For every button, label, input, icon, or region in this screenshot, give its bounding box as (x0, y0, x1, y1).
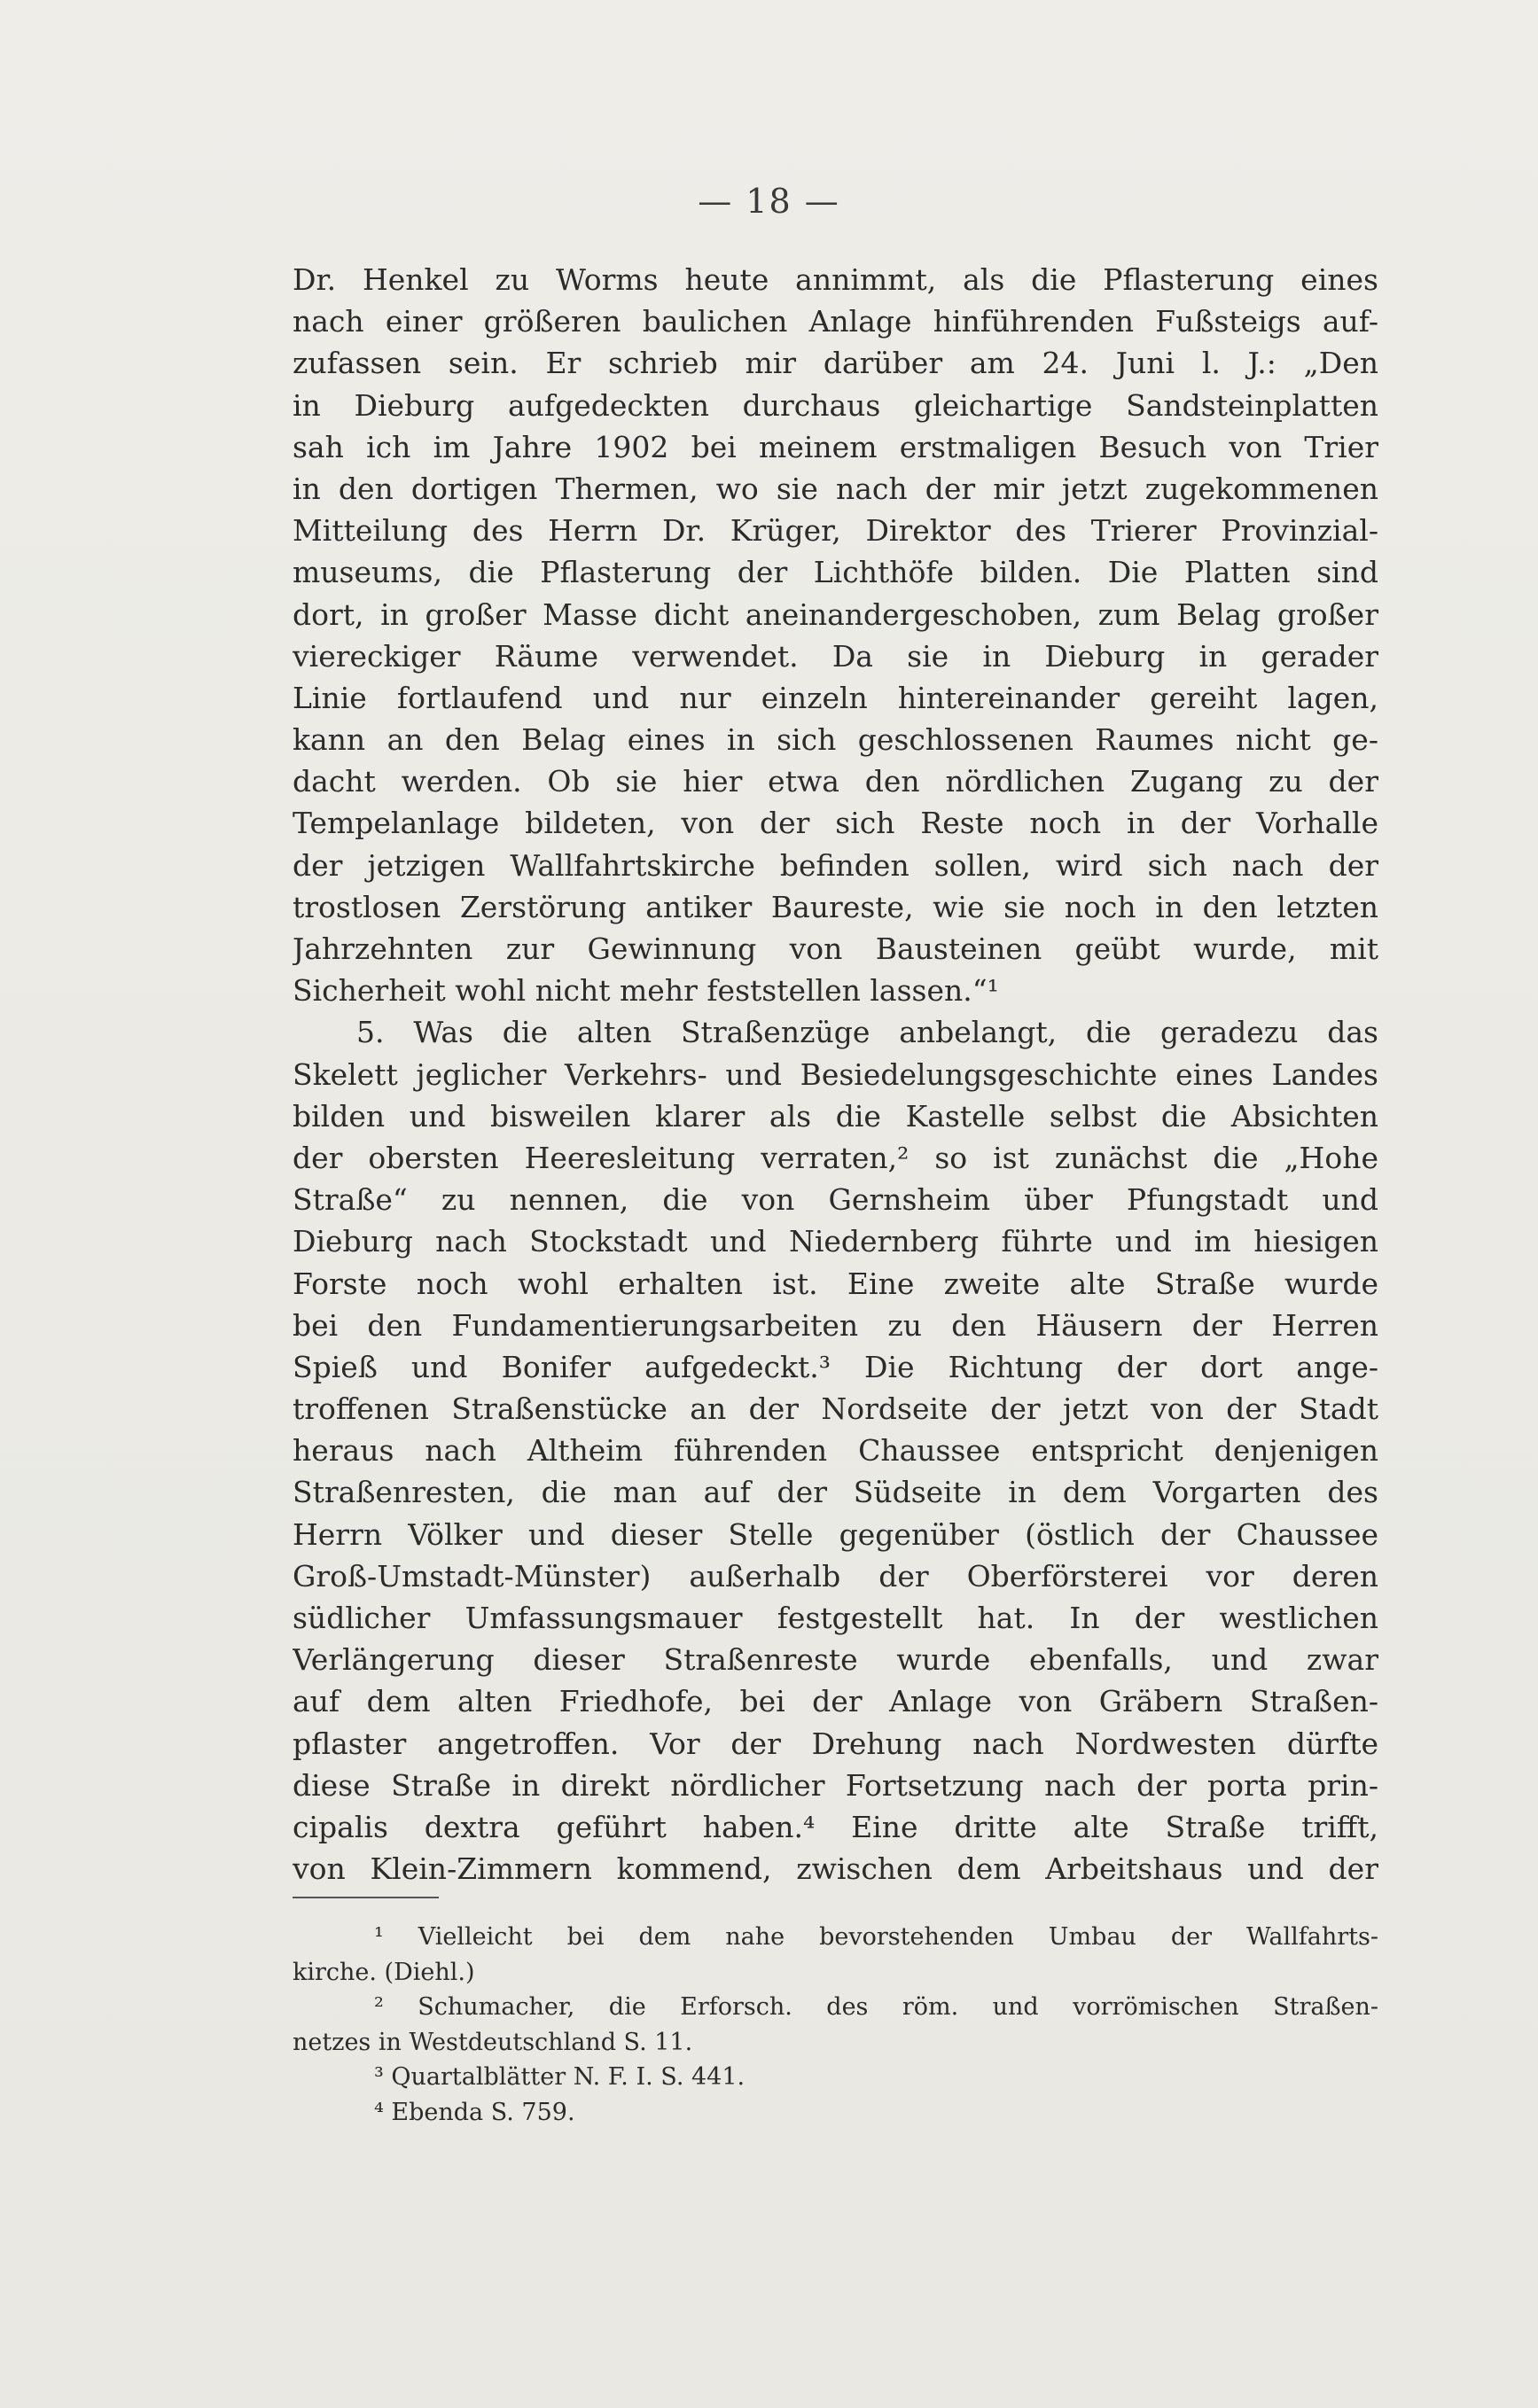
text-line: Skelett jeglicher Verkehrs- und Besiedelungsgeschichte eines Landes (293, 1056, 1378, 1092)
text-line: dacht werden. Ob sie hier etwa den nördlichen Zugang zu der (293, 764, 1378, 799)
footnote-line: netzes in Westdeutschland S. 11. (293, 2028, 693, 2056)
text-line: Dr. Henkel zu Worms heute annimmt, als die Pflasterung eines (293, 262, 1378, 297)
text-line: Groß-Umstadt-Münster) außerhalb der Oberförsterei vor deren (293, 1558, 1378, 1594)
text-line: Herrn Völker und dieser Stelle gegenüber (östlich der Chaussee (293, 1516, 1378, 1552)
footnote-divider (293, 1897, 439, 1898)
text-line: Tempelanlage bildeten, von der sich Reste noch in der Vorhalle (293, 806, 1378, 841)
text-line: dort, in großer Masse dicht aneinandergeschoben, zum Belag großer (293, 596, 1378, 632)
text-line: cipalis dextra geführt haben.⁴ Eine dritte alte Straße trifft, (293, 1809, 1378, 1844)
footnote-line: kirche. (Diehl.) (293, 1958, 475, 1986)
text-line: museums, die Pflasterung der Lichthöfe bilden. Die Platten sind (293, 555, 1378, 590)
paragraph-start-line: 5. Was die alten Straßenzüge anbelangt, die geradezu das (356, 1015, 1378, 1050)
main-text (293, 259, 1378, 1890)
text-line: in den dortigen Thermen, wo sie nach der mir jetzt zugekommenen (293, 471, 1378, 506)
text-line: Straße“ zu nennen, die von Gernsheim über Pfungstadt und (293, 1182, 1378, 1218)
text-line: Dieburg nach Stockstadt und Niedernberg führte und im hiesigen (293, 1224, 1378, 1259)
page-number: — 18 — (698, 182, 840, 221)
text-line: der obersten Heeresleitung verraten,² so ist zunächst die „Hohe (293, 1140, 1378, 1175)
footnote-line: ² Schumacher, die Erforsch. des röm. und vorrömischen Straßen- (374, 1993, 1378, 2021)
text-line: Forste noch wohl erhalten ist. Eine zweite alte Straße wurde (293, 1266, 1378, 1301)
text-line: heraus nach Altheim führenden Chaussee entspricht denjenigen (293, 1433, 1378, 1469)
text-line: Verlängerung dieser Straßenreste wurde ebenfalls, und zwar (293, 1642, 1378, 1678)
text-line: troffenen Straßenstücke an der Nordseite der jetzt von der Stadt (293, 1391, 1378, 1427)
footnote-line: ⁴ Ebenda S. 759. (374, 2098, 575, 2126)
text-line: auf dem alten Friedhofe, bei der Anlage von Gräbern Straßen- (293, 1684, 1378, 1719)
text-line: Mitteilung des Herrn Dr. Krüger, Direktor des Trierer Provinzial- (293, 513, 1378, 549)
text-line: viereckiger Räume verwendet. Da sie in Dieburg in gerader (293, 638, 1378, 674)
text-line: Jahrzehnten zur Gewinnung von Bausteinen geübt wurde, mit (293, 931, 1378, 966)
text-line: Sicherheit wohl nicht mehr feststellen lassen.“¹ (293, 973, 999, 1009)
text-line: sah ich im Jahre 1902 bei meinem erstmaligen Besuch von Trier (293, 429, 1378, 464)
text-line: der jetzigen Wallfahrtskirche befinden sollen, wird sich nach der (293, 847, 1378, 883)
text-line: kann an den Belag eines in sich geschlossenen Raumes nicht ge- (293, 722, 1378, 758)
text-line: pflaster angetroffen. Vor der Drehung nach Nordwesten dürfte (293, 1726, 1378, 1761)
text-line: von Klein-Zimmern kommend, zwischen dem Arbeitshaus und der (293, 1851, 1378, 1887)
text-line: bei den Fundamentierungsarbeiten zu den Häusern der Herren (293, 1307, 1378, 1343)
text-line: bilden und bisweilen klarer als die Kastelle selbst die Absichten (293, 1098, 1378, 1134)
text-line: nach einer größeren baulichen Anlage hinführenden Fußsteigs auf- (293, 304, 1378, 339)
footnotes (293, 1920, 1378, 2130)
text-line: Spieß und Bonifer aufgedeckt.³ Die Richtung der dort ange- (293, 1349, 1378, 1384)
text-line: in Dieburg aufgedeckten durchaus gleichartige Sandsteinplatten (293, 387, 1378, 423)
text-line: Linie fortlaufend und nur einzeln hintereinander gereiht lagen, (293, 680, 1378, 715)
text-line: zufassen sein. Er schrieb mir darüber am 24. Juni l. J.: „Den (293, 346, 1378, 381)
footnote-line: ³ Quartalblätter N. F. I. S. 441. (374, 2063, 746, 2091)
text-line: trostlosen Zerstörung antiker Baureste, wie sie noch in den letzten (293, 889, 1378, 924)
footnote-line: ¹ Vielleicht bei dem nahe bevorstehenden Umbau der Wallfahrts- (374, 1923, 1378, 1951)
text-line: südlicher Umfassungsmauer festgestellt hat. In der westlichen (293, 1601, 1378, 1635)
text-line: Straßenresten, die man auf der Südseite in dem Vorgarten des (293, 1475, 1378, 1510)
text-line: diese Straße in direkt nördlicher Fortsetzung nach der porta prin- (293, 1767, 1378, 1803)
